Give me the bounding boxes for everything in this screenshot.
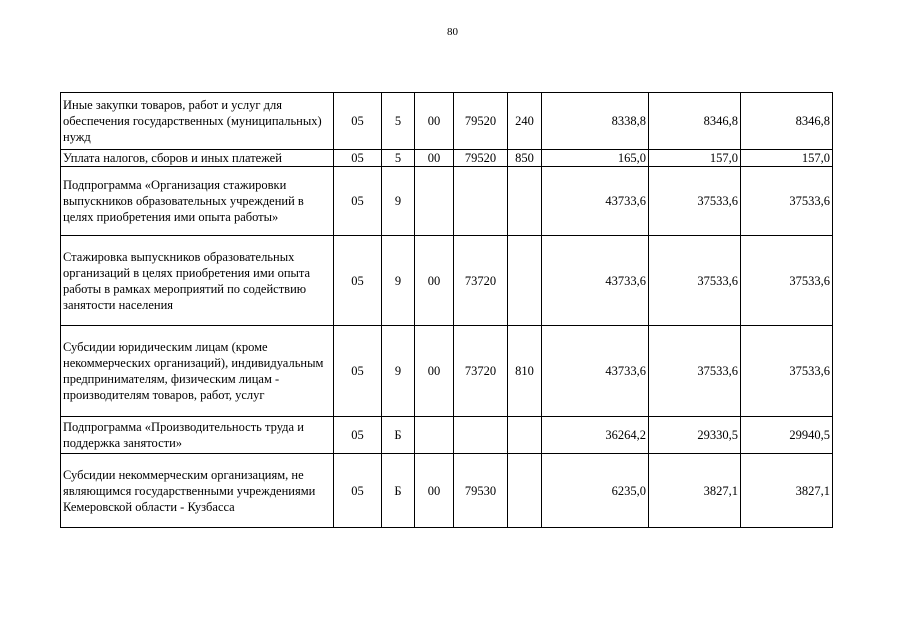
row-name: Подпрограмма «Производительность труда и поддержка занятости»	[61, 417, 334, 454]
section-code: 05	[334, 454, 382, 528]
table-row	[61, 93, 833, 150]
program-code: 9	[382, 167, 415, 236]
expense-type-code: 850	[508, 150, 542, 167]
value-3: 37533,6	[741, 167, 833, 236]
value-3: 37533,6	[741, 326, 833, 417]
value-1: 6235,0	[542, 454, 649, 528]
item-code: 79520	[454, 150, 508, 167]
section-code: 05	[334, 417, 382, 454]
program-code: Б	[382, 417, 415, 454]
value-1: 36264,2	[542, 417, 649, 454]
value-2: 37533,6	[649, 236, 741, 326]
row-name: Подпрограмма «Организация стажировки выпускников образовательных учреждений в целях приобретения ими опыта работы»	[61, 167, 334, 236]
expense-type-code	[508, 454, 542, 528]
expense-type-code	[508, 236, 542, 326]
table-row	[61, 417, 833, 454]
value-2: 29330,5	[649, 417, 741, 454]
subprogram-code	[415, 417, 454, 454]
expense-type-code	[508, 167, 542, 236]
program-code: 5	[382, 150, 415, 167]
value-1: 43733,6	[542, 236, 649, 326]
row-name: Субсидии некоммерческим организациям, не являющимся государственными учреждениями Кемеровской области - Кузбасса	[61, 454, 334, 528]
program-code: 9	[382, 326, 415, 417]
item-code: 79530	[454, 454, 508, 528]
section-code: 05	[334, 167, 382, 236]
row-name: Субсидии юридическим лицам (кроме некоммерческих организаций), индивидуальным предпринимателям, физическим лицам - производителям товаров, работ, услуг	[61, 326, 334, 417]
subprogram-code: 00	[415, 93, 454, 150]
value-2: 37533,6	[649, 167, 741, 236]
table-row	[61, 150, 833, 167]
page-number: 80	[447, 26, 458, 38]
section-code: 05	[334, 93, 382, 150]
value-3: 8346,8	[741, 93, 833, 150]
program-code: 5	[382, 93, 415, 150]
value-2: 8346,8	[649, 93, 741, 150]
row-name: Стажировка выпускников образовательных организаций в целях приобретения ими опыта работы в рамках мероприятий по содействию занятости населения	[61, 236, 334, 326]
table-row	[61, 236, 833, 326]
expense-type-code: 240	[508, 93, 542, 150]
section-code: 05	[334, 326, 382, 417]
value-1: 8338,8	[542, 93, 649, 150]
section-code: 05	[334, 150, 382, 167]
program-code: Б	[382, 454, 415, 528]
value-3: 29940,5	[741, 417, 833, 454]
expense-type-code: 810	[508, 326, 542, 417]
value-3: 37533,6	[741, 236, 833, 326]
item-code: 73720	[454, 236, 508, 326]
program-code: 9	[382, 236, 415, 326]
section-code: 05	[334, 236, 382, 326]
budget-table	[60, 92, 833, 528]
table-row	[61, 167, 833, 236]
row-name: Иные закупки товаров, работ и услуг для обеспечения государственных (муниципальных) нужд	[61, 93, 334, 150]
subprogram-code	[415, 167, 454, 236]
subprogram-code: 00	[415, 454, 454, 528]
value-1: 165,0	[542, 150, 649, 167]
value-1: 43733,6	[542, 167, 649, 236]
value-1: 43733,6	[542, 326, 649, 417]
value-3: 157,0	[741, 150, 833, 167]
item-code	[454, 417, 508, 454]
table-row	[61, 326, 833, 417]
subprogram-code: 00	[415, 326, 454, 417]
value-2: 157,0	[649, 150, 741, 167]
value-2: 37533,6	[649, 326, 741, 417]
table-row	[61, 454, 833, 528]
expense-type-code	[508, 417, 542, 454]
row-name: Уплата налогов, сборов и иных платежей	[61, 150, 334, 167]
value-3: 3827,1	[741, 454, 833, 528]
item-code: 73720	[454, 326, 508, 417]
subprogram-code: 00	[415, 150, 454, 167]
value-2: 3827,1	[649, 454, 741, 528]
item-code	[454, 167, 508, 236]
subprogram-code: 00	[415, 236, 454, 326]
item-code: 79520	[454, 93, 508, 150]
